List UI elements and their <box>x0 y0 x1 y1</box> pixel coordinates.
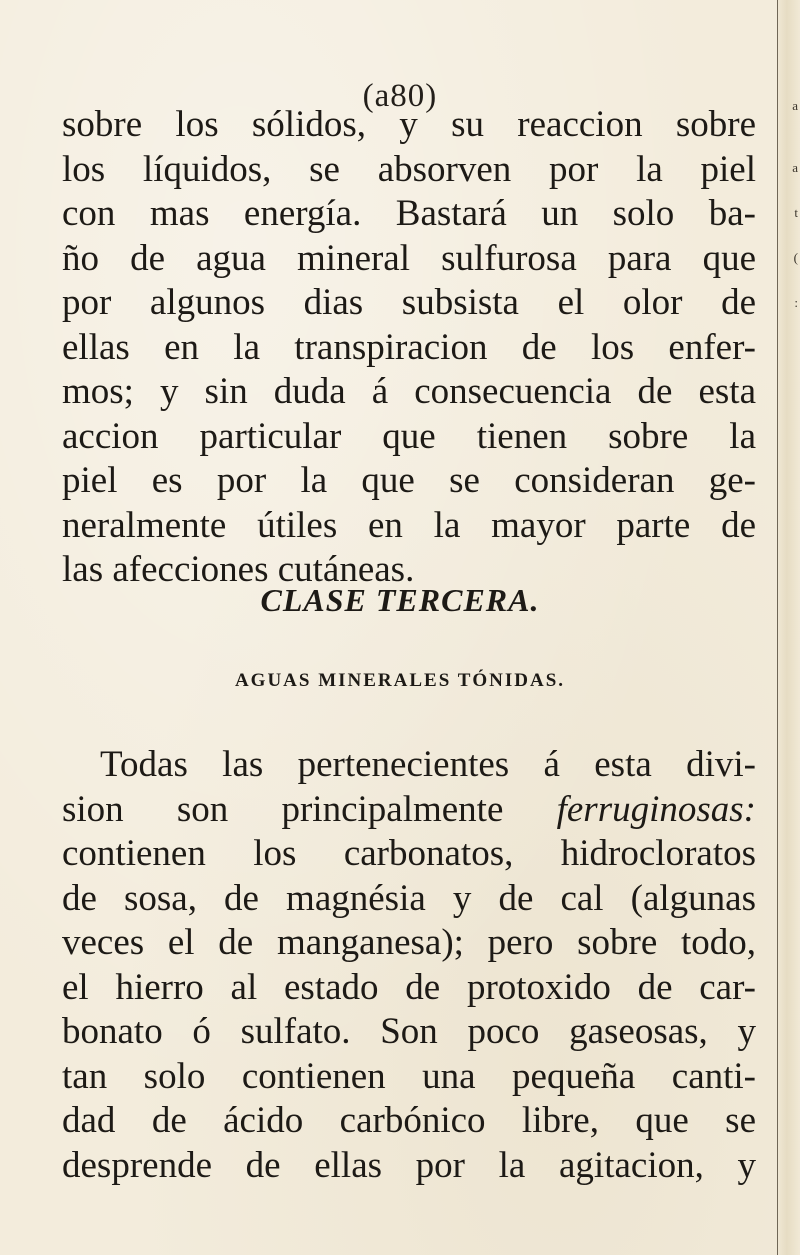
text-line-mixed <box>62 788 756 833</box>
text-line: ellas en la transpiracion de los enfer- <box>62 326 756 368</box>
section-subheading: AGUAS MINERALES TÓNIDAS. <box>234 670 566 691</box>
margin-mark: : <box>794 295 798 310</box>
page-number: (a80) <box>362 78 438 114</box>
paragraph-1 <box>62 103 756 593</box>
text-line: los líquidos, se absorven por la piel <box>62 148 756 190</box>
margin-mark: a <box>792 98 798 113</box>
text-line: de sosa, de magnésia y de cal (algunas <box>62 877 756 919</box>
italic-term: ferruginosas: <box>556 788 756 830</box>
margin-mark: t <box>794 205 798 220</box>
text-line: con mas energía. Bastará un solo ba- <box>62 193 756 234</box>
text-line: dad de ácido carbónico libre, que se <box>62 1100 756 1141</box>
next-page-edge <box>777 0 800 1255</box>
text-line: piel es por la que se consideran ge- <box>62 460 756 501</box>
text-line: mos; y sin duda á consecuencia de esta <box>62 371 756 412</box>
text-fragment: sion son principalmente <box>62 788 557 830</box>
text-line: neralmente útiles en la mayor parte de <box>62 504 756 546</box>
text-line: contienen los carbonatos, hidrocloratos <box>62 833 756 874</box>
text-line: tan solo contienen una pequeña canti- <box>62 1055 756 1097</box>
margin-mark: a <box>792 160 798 175</box>
text-line: el hierro al estado de protoxido de car- <box>62 966 756 1008</box>
text-line: Todas las pertenecientes á esta divi- <box>100 744 756 785</box>
text-line: desprende de ellas por la agitacion, y <box>62 1144 756 1186</box>
text-line: por algunos dias subsista el olor de <box>62 282 756 323</box>
margin-mark: ( <box>793 250 798 265</box>
text-line: veces el de manganesa); pero sobre todo, <box>62 922 756 963</box>
text-line: las afecciones cutáneas. <box>62 549 415 590</box>
section-heading: CLASE TERCERA. <box>260 582 540 618</box>
text-line: ño de agua mineral sulfurosa para que <box>62 237 756 279</box>
text-line: sobre los sólidos, y su reaccion sobre <box>62 104 756 145</box>
text-line: bonato ó sulfato. Son poco gaseosas, y <box>62 1011 756 1052</box>
text-line: accion particular que tienen sobre la <box>62 415 756 457</box>
paragraph-2 <box>62 743 756 1188</box>
